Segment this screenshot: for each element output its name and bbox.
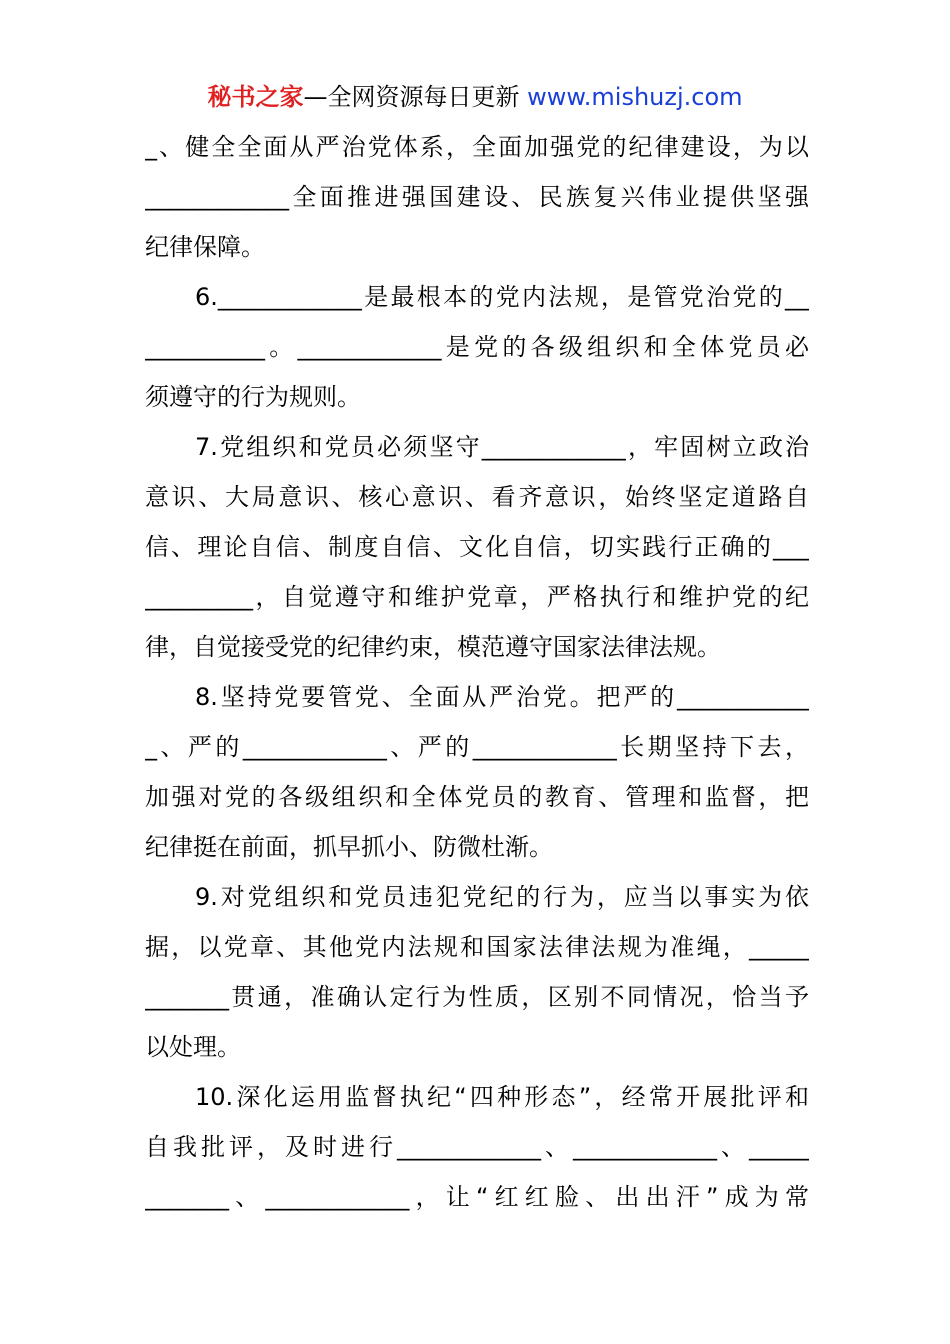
question-10-start: 10.深化运用监督执纪“四种形态”，经常开展批评和 (195, 1083, 809, 1111)
text-line: 纪律挺在前面，抓早抓小、防微杜渐。 (145, 833, 553, 861)
text-line: 自我批评，及时进行____________、____________、_____ (145, 1133, 809, 1161)
question-8-start: 8.坚持党要管党、全面从严治党。把严的___________ (195, 683, 809, 711)
header-tagline: —全网资源每日更新 (303, 83, 520, 111)
site-url-link[interactable]: www.mishuzj.com (527, 83, 743, 111)
text-line: __________。____________是党的各级组织和全体党员必 (145, 333, 809, 361)
text-line: _________，自觉遵守和维护党章，严格执行和维护党的纪 (145, 583, 809, 611)
text-line: 以处理。 (145, 1033, 241, 1061)
question-6-start: 6.____________是最根本的党内法规，是管党治党的__ (195, 283, 809, 311)
text-line: _______、____________，让“红红脸、出出汗”成为常 (145, 1183, 809, 1211)
question-9-start: 9.对党组织和党员违犯党纪的行为，应当以事实为依 (195, 883, 809, 911)
text-line: ____________全面推进强国建设、民族复兴伟业提供坚强 (145, 183, 809, 211)
text-line: _______贯通，准确认定行为性质，区别不同情况，恰当予 (145, 983, 809, 1011)
text-line: 纪律保障。 (145, 233, 265, 261)
brand-name: 秘书之家 (207, 83, 304, 111)
text-line: 加强对党的各级组织和全体党员的教育、管理和监督，把 (145, 783, 809, 811)
question-7-start: 7.党组织和党员必须坚守____________，牢固树立政治 (195, 433, 809, 461)
text-line: 信、理论自信、制度自信、文化自信，切实践行正确的___ (145, 533, 809, 561)
text-line: 据，以党章、其他党内法规和国家法律法规为准绳，_____ (145, 933, 809, 961)
text-line: _、健全全面从严治党体系，全面加强党的纪律建设，为以 (145, 133, 809, 161)
text-line: 意识、大局意识、核心意识、看齐意识，始终坚定道路自 (145, 483, 809, 511)
text-line: 须遵守的行为规则。 (145, 383, 361, 411)
site-header (0, 80, 950, 114)
text-line: 律，自觉接受党的纪律约束，模范遵守国家法律法规。 (145, 633, 721, 661)
text-line: _、严的____________、严的____________长期坚持下去， (145, 733, 809, 761)
document-body (145, 122, 809, 1222)
